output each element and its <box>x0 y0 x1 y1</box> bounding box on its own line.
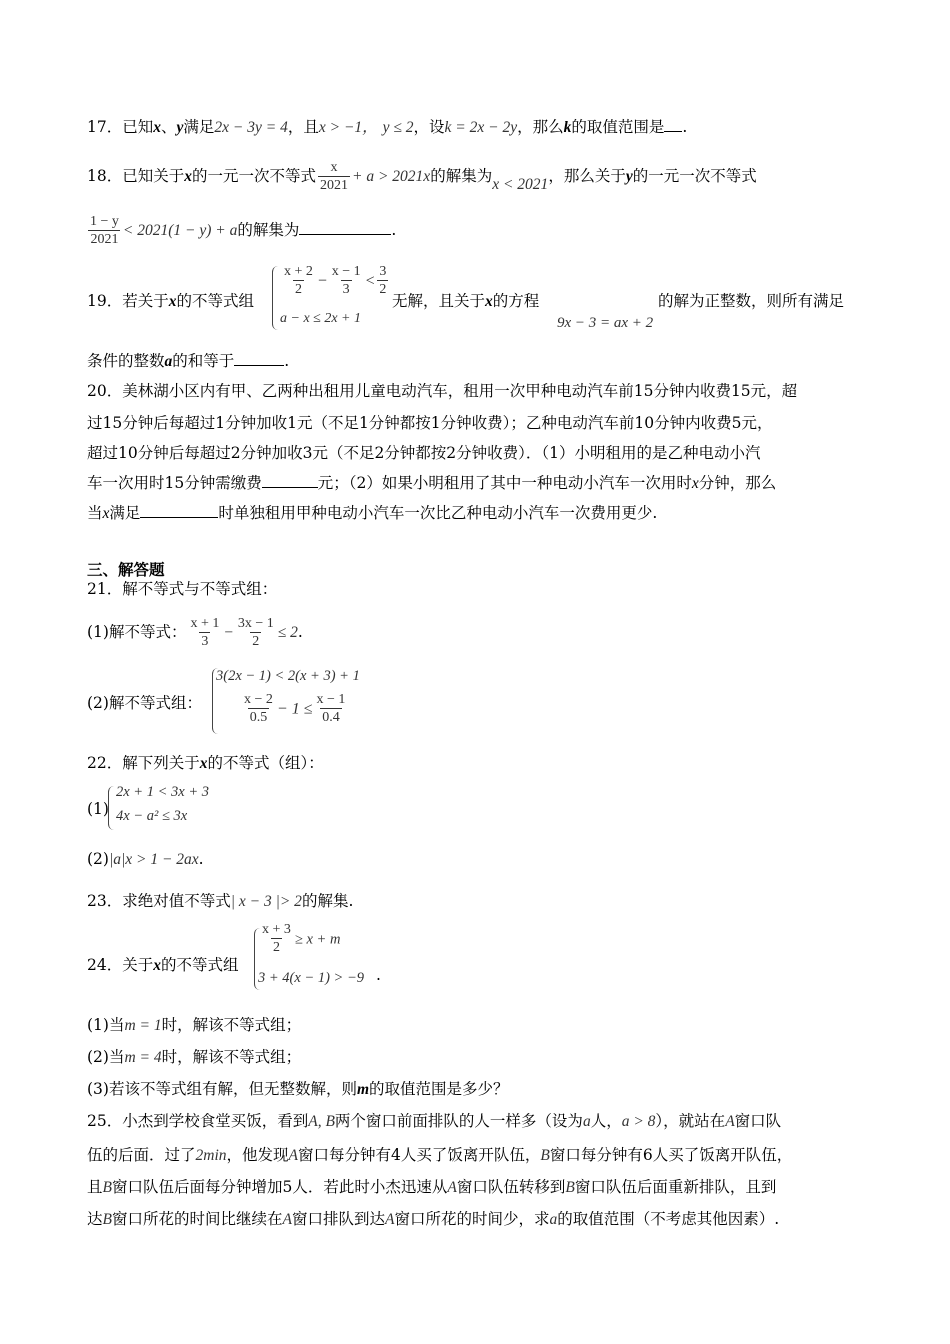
q19-system-row1: $\frac{x + 2}{2}$ − $\frac{x - 1}{3}$ < $\frac{3}{2}$ <box>284 264 387 297</box>
q24-system-row2: 3 + 4(x − 1) > −9 <box>258 970 364 986</box>
question-20-line5: 当x满足 时单独租用甲种电动小汽车一次比乙种电动小汽车一次费用更少. <box>87 504 658 522</box>
brace <box>108 786 115 830</box>
question-20-line1: 20．美林湖小区内有甲、乙两种出租用儿童电动汽车，租用一次甲种电动汽车前15分钟内收费15元，超 <box>87 382 798 400</box>
section-heading: 三、解答题 <box>87 560 165 579</box>
question-18: 18．已知关于x的一元一次不等式 $\frac{x}{2021}$ + a > 2021x的解集为x < 2021，那么关于y的一元一次不等式 <box>87 160 757 193</box>
question-25-line1: 25．小杰到学校食堂买饭，看到A, B两个窗口前面排队的人一样多（设为a人，a > 8），就站在A窗口队 <box>87 1112 782 1130</box>
question-20-line2: 过15分钟后每超过1分钟加收1元（不足1分钟都按1分钟收费）；乙种电动汽车前10分钟内收费5元， <box>87 414 773 432</box>
q21-part1: (1)解不等式： $\frac{x + 1}{3}$ − $\frac{3x - 1}{2}$ ≤ 2. <box>87 616 303 649</box>
answer-blank <box>140 503 218 518</box>
fraction: $\frac{1 - y}{2021}$ <box>90 214 119 247</box>
q21-part2: (2)解不等式组： <box>87 694 202 712</box>
q24-part1: (1)当m = 1时，解该不等式组； <box>87 1016 302 1034</box>
q19-system-row2: a − x ≤ 2x + 1 <box>280 311 362 326</box>
question-22: 22．解下列关于x的不等式（组）： <box>87 754 324 772</box>
question-17: 17．已知x、y满足2x − 3y = 4，且x > −1， y ≤ 2，设k = 2x − 2y，那么k的取值范围是 . <box>87 118 688 136</box>
question-20-line3: 超过10分钟后每超过2分钟加收3元（不足2分钟都按2分钟收费）．（1）小明租用的是乙种电动小汽 <box>87 444 761 462</box>
q24-system-row1: $\frac{x + 3}{2}$ ≥ x + m <box>262 922 341 955</box>
q24-part3: (3)若该不等式组有解，但无整数解，则m的取值范围是多少？ <box>87 1080 509 1098</box>
question-19: 19．若关于x的不等式组 <box>87 292 255 310</box>
answer-blank <box>262 473 318 488</box>
answer-blank <box>234 351 284 366</box>
q24-part2: (2)当m = 4时，解该不等式组； <box>87 1048 302 1066</box>
q22-system-row2: 4x − a² ≤ 3x <box>116 808 188 824</box>
fraction: $\frac{x}{2021}$ <box>320 160 349 193</box>
q19-text2: 的解为正整数，则所有满足 <box>658 292 845 310</box>
q19-number: 19． <box>87 292 123 310</box>
question-25-line3: 且B窗口队伍后面每分钟增加5人．若此时小杰迅速从A窗口队伍转移到B窗口队伍后面重新排队，且到 <box>87 1178 777 1196</box>
question-24: 24．关于x的不等式组 <box>87 956 239 974</box>
question-19-cont: 条件的整数a的和等于 . <box>87 352 290 370</box>
q19-equation: 9x − 3 = ax + 2 <box>557 315 654 331</box>
question-23: 23．求绝对值不等式| x − 3 |> 2的解集. <box>87 892 354 910</box>
q22-system-row1: 2x + 1 < 3x + 3 <box>116 784 209 800</box>
q21-system-row1: 3(2x − 1) < 2(x + 3) + 1 <box>216 668 360 684</box>
q18-number: 18． <box>87 167 123 185</box>
q22-part1: (1) <box>87 800 109 818</box>
q17-equation: 2x − 3y = 4 <box>214 119 288 136</box>
q22-part2: (2)|a|x > 1 − 2ax. <box>87 850 204 868</box>
q21-system-row2: $\frac{x - 2}{0.5}$ − 1 ≤ $\frac{x - 1}{0.4}$ <box>244 692 346 725</box>
q17-number: 17． <box>87 118 123 136</box>
question-25-line2: 伍的后面．过了2min，他发现A窗口每分钟有4人买了饭离开队伍，B窗口每分钟有6人买了饭离开队伍， <box>87 1146 793 1164</box>
question-20-line4: 车一次用时15分钟需缴费 元；（2）如果小明租用了其中一种电动小汽车一次用时x分钟，那么 <box>87 474 777 492</box>
question-25-line4: 达B窗口所花的时间比继续在A窗口排队到达A窗口所花的时间少，求a的取值范围（不考虑其他因素）. <box>87 1210 780 1228</box>
answer-blank <box>299 220 391 235</box>
q19-text: 无解，且关于x的方程 <box>392 292 540 310</box>
question-18-cont: $\frac{1 - y}{2021}$ < 2021(1 − y) + a的解集为 . <box>90 214 397 247</box>
brace <box>272 266 279 330</box>
answer-blank <box>664 117 682 132</box>
question-21: 21．解不等式与不等式组： <box>87 580 278 598</box>
